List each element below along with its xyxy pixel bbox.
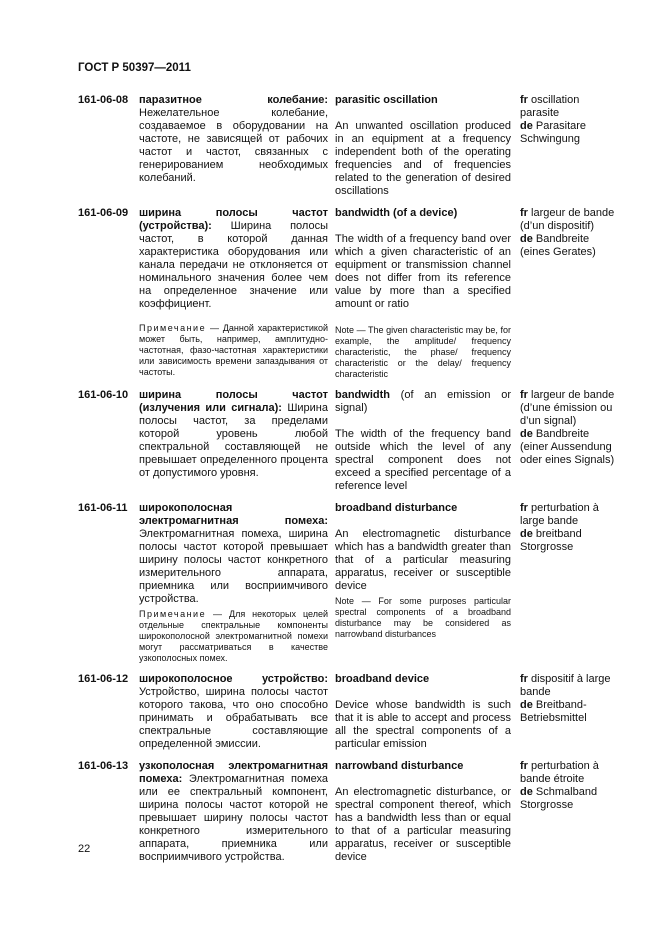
english-column [335,207,511,380]
french-lang-code: fr [520,502,528,514]
english-column [335,389,511,493]
russian-column [139,94,328,198]
english-column [335,760,511,864]
french-german-column [520,207,620,380]
english-term: narrowband disturbance [335,760,464,772]
english-term-qualifier: (of an emission or signal) [335,389,511,414]
term-entry [78,760,618,864]
french-term: perturbation à large bande [520,502,599,527]
french-german-column [520,389,620,493]
note-label: Примечание [139,609,207,619]
german-lang-code: de [520,233,533,245]
french-lang-code: fr [520,389,528,401]
french-german-column [520,760,620,864]
term-entry [78,389,618,493]
german-lang-code: de [520,528,533,540]
russian-definition: Ширина полосы частот, за пределами которой уровень любой спектральной составляющей не превышает определенного процента от допустимого уровня. [139,402,328,479]
french-german-column [520,94,620,198]
german-term: Parasitare Schwingung [520,120,587,145]
english-term: parasitic oscillation [335,94,438,106]
term-number: 161-06-09 [78,207,129,219]
german-lang-code: de [520,120,533,132]
russian-term: широкополосное устройство: [139,673,328,685]
french-term: dispositif à large bande [520,673,611,698]
english-note: Note — For some purposes particular spectral components of a broadband disturbance may be considered as narrowband disturbances [335,596,511,639]
term-entry [78,94,618,198]
russian-term: ширина полосы частот (устройства): [139,207,328,232]
french-term: largeur de bande (d’une émission ou d’un signal) [520,389,615,427]
german-term: Breitband-Betriebsmittel [520,699,587,724]
english-term: broadband disturbance [335,502,458,514]
document-header: ГОСТ Р 50397—2011 [78,62,191,74]
english-definition: An electromagnetic disturbance which has a bandwidth greater than that of a particular measuring apparatus, receiver or susceptible device [335,528,511,592]
french-lang-code: fr [520,207,528,219]
french-lang-code: fr [520,94,528,106]
russian-note [139,609,328,664]
french-term: oscillation parasite [520,94,580,119]
term-entry [78,502,618,664]
french-lang-code: fr [520,673,528,685]
term-number: 161-06-10 [78,389,129,401]
french-german-column [520,673,620,751]
term-entry [78,207,618,380]
russian-term: узкополосная электромагнитная помеха: [139,760,328,785]
english-term: broadband device [335,673,430,685]
russian-column [139,389,328,493]
term-entry [78,673,618,751]
english-definition: The width of a frequency band over which a given characteristic of an equipment or transmission channel does not differ from its reference value by more than a specified amount or ratio [335,233,511,310]
term-number: 161-06-11 [78,502,128,514]
term-number: 161-06-08 [78,94,129,106]
russian-column [139,760,328,864]
english-definition: An unwanted oscillation produced in an equipment at a frequency independent both of the operating frequencies and of frequencies related to the generation of desired oscillations [335,120,511,197]
english-term: bandwidth (of a device) [335,207,458,219]
russian-definition: Устройство, ширина полосы частот которого такова, что оно способно принимать и обрабатывать все спектральные составляющие определенной эмиссии. [139,686,328,750]
russian-column [139,502,328,664]
russian-column [139,207,328,380]
german-lang-code: de [520,699,533,711]
note-text: — Для некоторых целей отдельные спектральные компоненты широкополосной электромагнитной помехи могут рассматриваться в качестве узкополосных помех. [139,609,328,663]
french-term: largeur de bande (d’un dispositif) [520,207,615,232]
russian-term: широкополосная электромагнитная помеха: [139,502,328,527]
russian-note [139,323,328,378]
russian-definition: Нежелательное колебание, создаваемое в оборудовании на частоте, не зависящей от рабочих частот и частот, связанных с генерированием необходимых колебаний. [139,107,328,184]
english-definition: The width of the frequency band outside which the level of any spectral component does not exceed a specified percentage of a reference level [335,428,511,492]
english-column [335,94,511,198]
english-definition: Device whose bandwidth is such that it is able to accept and process all the spectral components of a particular emission [335,699,511,750]
german-term: breitband Storgrosse [520,528,582,553]
russian-definition: Ширина полосы частот, в которой данная характеристика оборудования или канала передачи не отклоняется от номинального значения более чем на определенное значение или коэффициент. [139,220,329,310]
term-number: 161-06-13 [78,760,129,772]
english-term: bandwidth [335,389,390,401]
russian-term: паразитное колебание: [139,94,328,106]
note-text: — Данной характеристикой может быть, например, амплитудно-частотная, фазо-частотная характеристики или зависимость времени запаздывания от частоты. [139,323,328,377]
english-column [335,673,511,751]
russian-term: ширина полосы частот (излучения или сигнала): [139,389,328,414]
french-german-column [520,502,620,664]
french-term: perturbation à bande étroite [520,760,599,785]
french-lang-code: fr [520,760,528,772]
english-term-line [335,389,511,415]
russian-definition: Электромагнитная помеха, ширина полосы частот которой превышает ширину полосы частот конкретного измерительного аппарата, приемника или восприимчивого устройства. [139,528,328,605]
english-column [335,502,511,664]
page-number: 22 [78,843,91,855]
russian-column [139,673,328,751]
english-definition: An electromagnetic disturbance, or spectral component thereof, which has a bandwidth less than or equal to that of a particular measuring apparatus, receiver or susceptible device [335,786,511,863]
german-term: Schmalband Storgrosse [520,786,598,811]
german-lang-code: de [520,428,533,440]
german-term: Bandbreite (einer Aussendung oder eines Signals) [520,428,615,466]
term-number: 161-06-12 [78,673,129,685]
russian-definition: Электромагнитная помеха или ее спектральный компонент, ширина полосы частот которой не превышает ширину полосы частот конкретного измерительного аппарата, приемника или восприимчивого устройства. [139,773,328,863]
terms-table [78,94,618,873]
german-lang-code: de [520,786,533,798]
english-note: Note — The given characteristic may be, for example, the amplitude/ frequency characteristic, the phase/ frequency characteristic or the delay/ frequency characteristic [335,325,511,379]
german-term: Bandbreite (eines Gerates) [520,233,596,258]
note-label: Примечание [139,323,207,333]
